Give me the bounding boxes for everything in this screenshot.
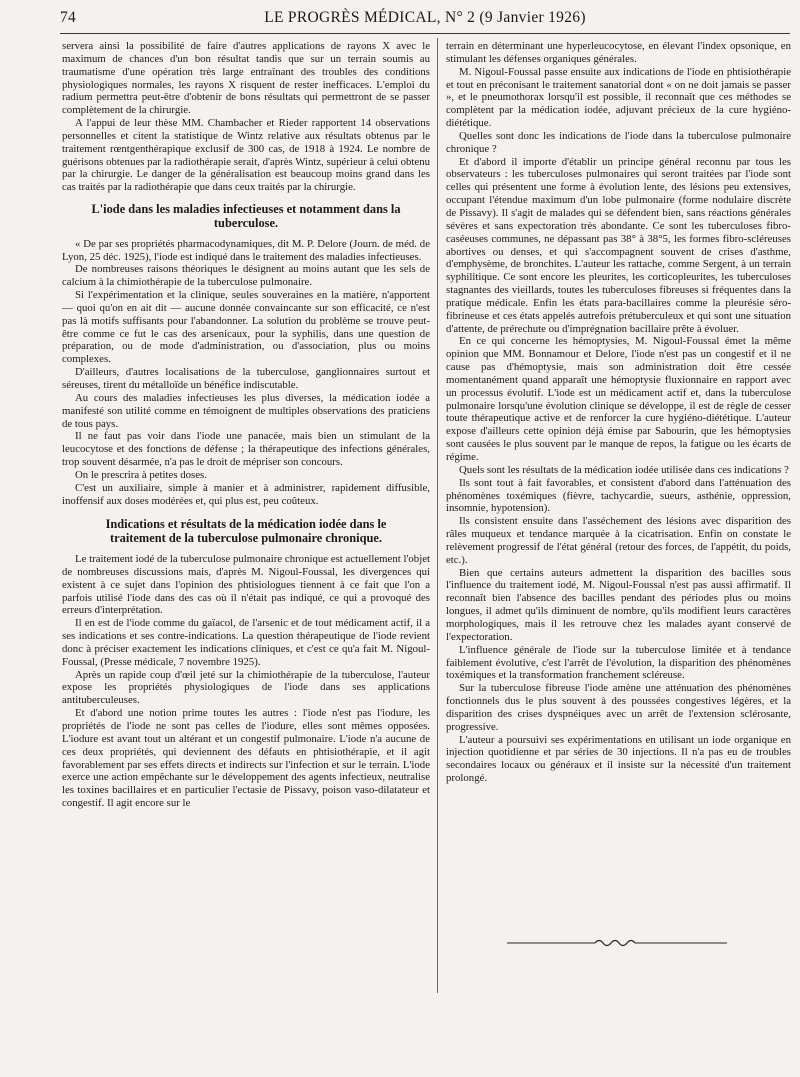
paragraph: Sur la tuberculose fibreuse l'iode amène une atténuation des phénomènes fonctionnels dus le plus souvent à des poussées congestives légères, et la disparition des crises dyspnéiques avec un arrêt de l'extension sclérosante, progressive. [446,682,791,733]
paragraph: Après un rapide coup d'œil jeté sur la chimiothérapie de la tuberculose, l'auteur expose les propriétés physiologiques de l'iode dans ses applications antituberculeuses. [62,668,430,707]
paragraph: Et d'abord il importe d'établir un principe général reconnu par tous les observateurs : les tuberculoses pulmonaires qui seront traitées par l'iode sont celles qui présentent une forme à évolution lente, des lésions peu extensives, occupant l'étendue maximum d'un lobe pulmonaire (forme nodulaire discrète de Pissavy). Il s'agit de malades qui se défendent bien, sans réactions générales sévères et sans expectoration très abondante. Ce sont les tuberculoses fibro-caséeuses communes, ne dépassant pas 38° à 38°5, les formes fibro-scléreuses abortives ou denses, et qui s'accompagnent souvent de crises d'asthme, d'emphysème, de bronchites. L'auteur les rattache, comme Sergent, à un terrain syphilitique. Ce sont encore les pleurites, les corticopleurites, les tuberculoses stagnantes des vieillards, toutes les tuberculoses fibreuses si fréquentes dans la pratique médicale. Enfin les états para-bacillaires comme la pleurésie séro-fibrineuse et ces états appelés autrefois prétuberculeux et qui sont une situation d'attente, de prérechute ou d'imprégnation bacillaire prête à évoluer. [446,155,791,335]
paragraph: « De par ses propriétés pharmacodynamiques, dit M. P. Delore (Journ. de méd. de Lyon, 25 déc. 1925), l'iode est indiqué dans le traitement des maladies infectieuses. [62,237,430,263]
paragraph: L'influence générale de l'iode sur la tuberculose limitée et à tendance faiblement évolutive, c'est l'arrêt de l'évolution, la disparition des phénomènes toxémiques et la transformation franchement scléreuse. [446,643,791,682]
paragraph: A l'appui de leur thèse MM. Chambacher et Rieder rapportent 14 observations personnelles et citent la statistique de Wintz relative aux résultats obtenus par le traitement rœntgenthérapique exclusif de 300 cas, de 1918 à 1924. Le nombre de guérisons obtenues par la radiothérapie serait, d'après Wintz, supérieur à celui obtenu par la chirurgie. Le danger de la généralisation est beaucoup moins grand dans les cas traités par la radiothérapie que dans ceux traités par la chirurgie. [62,117,430,194]
paragraph: C'est un auxiliaire, simple à manier et à administrer, rapidement diffusible, inoffensif aux doses modérées et, qui plus est, peu coûteux. [62,481,430,507]
end-ornament [507,937,727,949]
paragraph: Ils sont tout à fait favorables, et consistent d'abord dans l'atténuation des phénomènes toxémiques (fièvre, tachycardie, sueurs, asthénie, oppression, insomnie, hypotension). [446,476,791,515]
section-heading-line: Indications et résultats de la médication iodée dans le [105,517,387,532]
paragraph: En ce qui concerne les hémoptysies, M. Nigoul-Foussal émet la même opinion que MM. Bonnamour et Delore, l'iode n'est pas un congestif et il ne cause pas d'hémoptysie, mais son administration doit être cessée momentanément quand apparaît une hémoptysie fluxionnaire en rapport avec un processus évolutif. L'iode est un médicament actif et, dans la tuberculose pulmonaire lorsqu'une évolution clinique se développe, il est de règle de cesser toute thérapeutique active et de renforcer la cure hygiéno-diététique. L'auteur expose d'ailleurs cette opinion déjà émise par Sabourin, que les hémoptysies sont causées le plus souvent par le manque de repos, la fatigue ou les écarts de régime. [446,335,791,463]
paragraph: Quelles sont donc les indications de l'iode dans la tuberculose pulmonaire chronique ? [446,129,791,155]
paragraph: Et d'abord une notion prime toutes les autres : l'iode n'est pas l'iodure, les propriétés de l'iode ne sont pas celles de l'iodure, elles sont mêmes opposées. L'iodure est avant tout un altérant et un congestif pulmonaire. L'iode n'a aucune de ces deux propriétés, qui deviennent des défauts en phtisiothérapie, et il agit favorablement par ses effets directs et indirects sur l'infection et sur le terrain. L'iode exerce une action empêchante sur le développement des agents infectieux, neutralise les toxines bacillaires et en particulier l'ectasie de Pissavy, poison vaso-dilatateur et congestif. Il agit encore sur le [62,707,430,810]
paragraph: De nombreuses raisons théoriques le désignent au moins autant que les sels de calcium à la chimiothérapie de la tuberculose pulmonaire. [62,263,430,289]
paragraph: Il ne faut pas voir dans l'iode une panacée, mais bien un stimulant de la leucocytose et des fonctions de défense ; la thérapeutique des infections générales, trop souvent désarmée, n'a pas le droit de mépriser son concours. [62,430,430,469]
section-heading-line: traitement de la tuberculose pulmonaire chronique. [110,531,382,546]
paragraph: Quels sont les résultats de la médication iodée utilisée dans ces indications ? [459,463,789,476]
paragraph: M. Nigoul-Foussal passe ensuite aux indications de l'iode en phtisiothérapie et tout en préconisant le traitement sanatorial dont « on ne doit jamais se passer », et le pneumothorax lorsqu'il est possible, il reconnaît que ces méthodes se complètent par la médication iodée, adjuvant précieux de la cure hygiéno-diététique. [446,65,791,130]
left-column [62,40,430,810]
paragraph: D'ailleurs, d'autres localisations de la tuberculose, ganglionnaires surtout et séreuses, tirent du métalloïde un bénéfice indiscutable. [62,366,430,391]
paragraph: Au cours des maladies infectieuses les plus diverses, la médication iodée a manifesté son utilité comme en témoignent de multiples observations des praticiens de tous pays. [62,391,430,430]
paragraph: Le traitement iodé de la tuberculose pulmonaire chronique est actuellement l'objet de nombreuses discussions mais, d'après M. Nigoul-Foussal, les divergences qui existent à ce sujet dans l'opinion des phtisiologues tiennent à ce fait que l'on a parfois utilisé l'iode dans des cas où il n'était pas indiqué, ce qui a provoqué des erreurs d'interprétation. [62,553,430,617]
section-heading: L'iode dans les maladies infectieuses et notamment dans la tuberculose. [91,202,401,230]
journal-title: LE PROGRÈS MÉDICAL, N° 2 (9 Janvier 1926) [264,9,586,26]
header-rule [60,33,790,34]
paragraph: Ils consistent ensuite dans l'asséchement des lésions avec disparition des râles muqueux et tendance marquée à la cicatrisation. Enfin on constate le relèvement progressif de l'état général (retour des forces, de l'appétit, du poids, etc.). [446,515,791,566]
paragraph: Si l'expérimentation et la clinique, seules souveraines en la matière, n'apportent — quoi qu'on en ait dit — aucune donnée convaincante sur son efficacité, ce n'est pas là motifs suffisants pour l'abandonner. La solution du problème se trouve peut-être comme ce fut le cas des arsenicaux, pour la syphilis, dans une question de préparation, ou de mode d'administration, ou d'association, plus ou moins complexes. [62,289,430,366]
paragraph: On le prescrira à petites doses. [75,468,207,481]
paragraph: terrain en déterminant une hyperleucocytose, en élevant l'index opsonique, en stimulant les défenses organiques générales. [446,40,791,65]
right-column [446,40,791,785]
paragraph: L'auteur a poursuivi ses expérimentations en utilisant un iode organique en injection quotidienne et par séries de 30 injections. Il n'a pas eu de troubles secondaires locaux ou généraux et il insiste sur la nécessité d'un traitement prolongé. [446,733,791,785]
paragraph: Bien que certains auteurs admettent la disparition des bacilles sous l'influence du traitement iodé, M. Nigoul-Foussal n'est pas aussi affirmatif. Il reconnaît bien l'absence des bacilles pendant des périodes plus ou moins longues, il admet qu'ils diminuent de nombre, qu'ils modifient leurs caractères morphologiques, mais il les retrouve chez les malades ayant conservé de l'expectoration. [446,566,791,643]
paragraph: Il en est de l'iode comme du gaïacol, de l'arsenic et de tout médicament actif, il a ses indications et ses contre-indications. La question thérapeutique de l'iode revient donc à préciser exactement les indications cliniques, et c'est ce qu'a fait M. Nigoul-Foussal, (Presse médicale, 7 novembre 1925). [62,617,430,668]
section-heading [62,518,430,546]
paragraph: servera ainsi la possibilité de faire d'autres applications de rayons X avec le maximum de chances d'un bon résultat tandis que sur un terrain soumis au traumatisme d'une opération très large entraînant des troubles des conditions physiologiques normales, les rayons X risquent de rester inefficaces. L'emploi du radium permettra peut-être d'obtenir de bons résultats qui permettront de se passer complètement de la chirurgie. [62,40,430,117]
running-head [60,9,790,27]
column-divider [437,38,438,993]
page-number: 74 [60,9,77,26]
